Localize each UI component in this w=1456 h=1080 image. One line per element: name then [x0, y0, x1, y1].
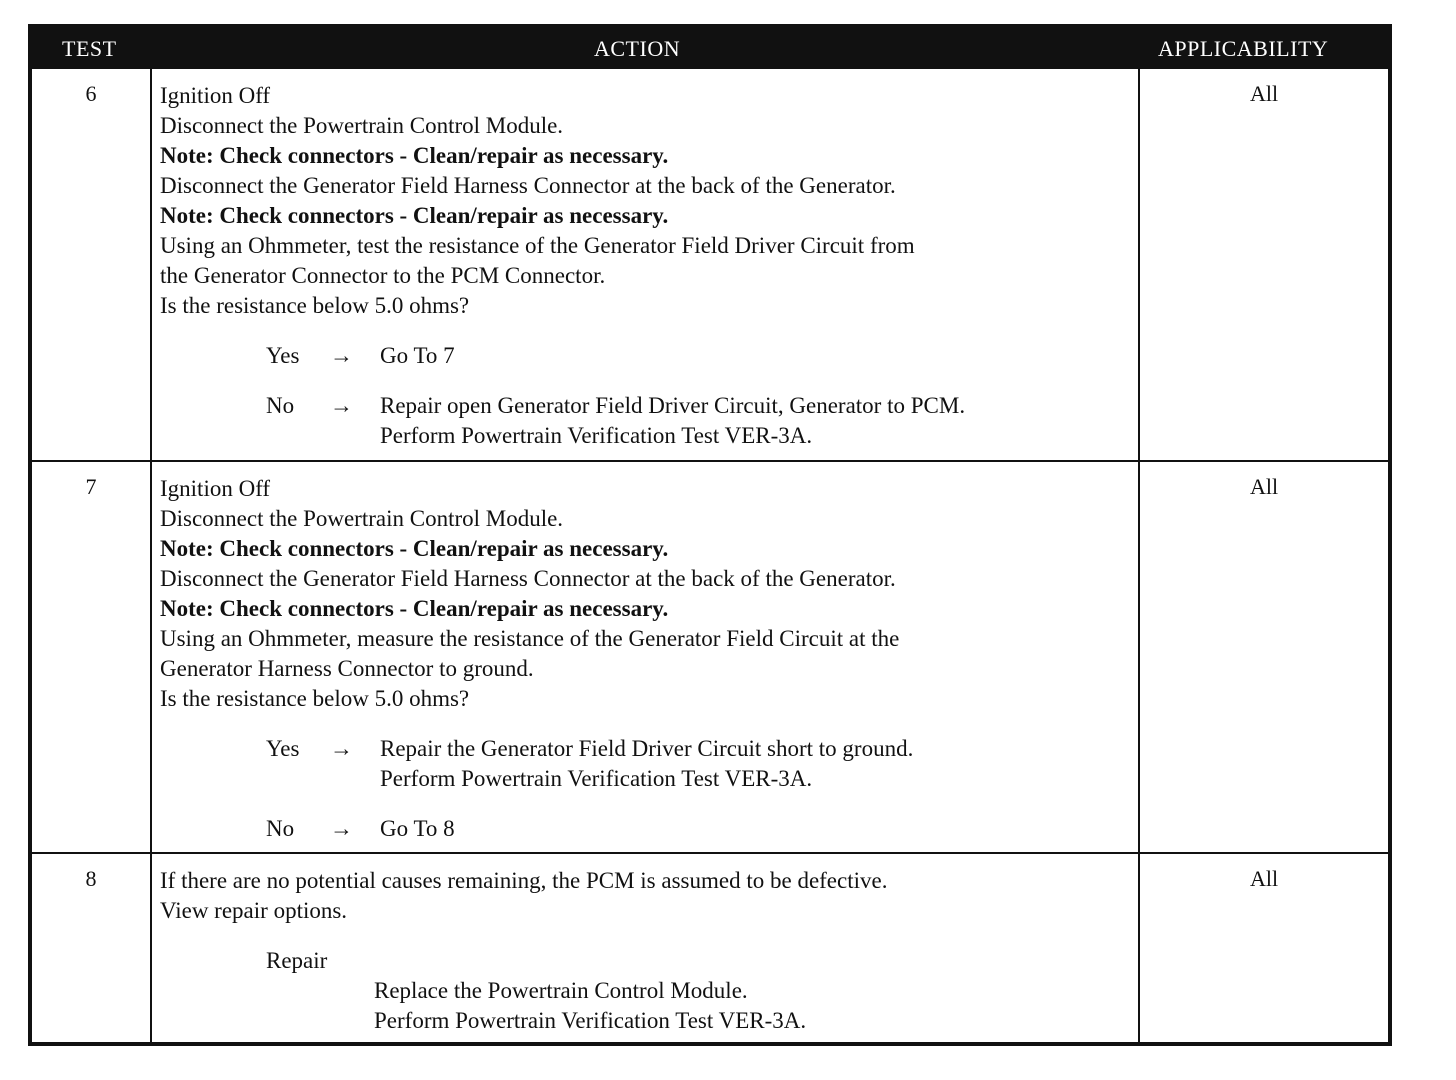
arrow-icon: →	[330, 393, 353, 418]
arrow-icon: →	[330, 343, 353, 368]
note-line: Note: Check connectors - Clean/repair as necessary.	[160, 596, 669, 621]
header-action: ACTION	[594, 36, 681, 61]
no-action: Go To 8	[380, 816, 455, 841]
note-line: Note: Check connectors - Clean/repair as necessary.	[160, 203, 669, 228]
action-line: Disconnect the Powertrain Control Module.	[160, 113, 564, 138]
table-row-test-8	[32, 854, 1388, 1042]
no-label: No	[266, 393, 295, 418]
yes-response	[160, 734, 1138, 764]
action-cell	[160, 866, 1138, 1036]
yes-response	[160, 341, 1138, 371]
action-line: the Generator Connector to the PCM Connector.	[160, 263, 606, 288]
yes-response-cont	[160, 764, 1138, 794]
action-line: Using an Ohmmeter, test the resistance of the Generator Field Driver Circuit from	[160, 233, 915, 258]
repair-step: Replace the Powertrain Control Module.	[374, 978, 748, 1003]
no-response	[160, 391, 1138, 421]
no-response	[160, 814, 1138, 844]
question-line: Is the resistance below 5.0 ohms?	[160, 686, 470, 711]
question-line: Is the resistance below 5.0 ohms?	[160, 293, 470, 318]
repair-label: Repair	[266, 948, 328, 973]
repair-step: Perform Powertrain Verification Test VER-3A.	[374, 1008, 807, 1033]
action-line: Disconnect the Powertrain Control Module.	[160, 506, 564, 531]
table-row-test-6	[32, 69, 1388, 462]
no-label: No	[266, 816, 295, 841]
table-row-test-7	[32, 462, 1388, 854]
action-line: Ignition Off	[160, 83, 271, 108]
action-line: Using an Ohmmeter, measure the resistance of the Generator Field Circuit at the	[160, 626, 900, 651]
yes-action: Repair the Generator Field Driver Circuit short to ground.	[380, 736, 914, 761]
yes-action: Go To 7	[380, 343, 455, 368]
test-number: 8	[85, 866, 97, 891]
arrow-icon: →	[330, 736, 353, 761]
action-line: Generator Harness Connector to ground.	[160, 656, 534, 681]
applicability-value: All	[1249, 81, 1279, 106]
action-line: Disconnect the Generator Field Harness Connector at the back of the Generator.	[160, 173, 896, 198]
table-header	[32, 28, 1388, 69]
action-line: If there are no potential causes remaining, the PCM is assumed to be defective.	[160, 868, 888, 893]
note-line: Note: Check connectors - Clean/repair as necessary.	[160, 143, 669, 168]
no-response-cont	[160, 421, 1138, 451]
action-cell	[160, 81, 1138, 451]
applicability-value: All	[1249, 474, 1279, 499]
action-line: Ignition Off	[160, 476, 271, 501]
yes-label: Yes	[266, 736, 300, 761]
action-cell	[160, 474, 1138, 844]
no-action: Repair open Generator Field Driver Circuit, Generator to PCM.	[380, 393, 966, 418]
header-test: TEST	[62, 36, 117, 61]
header-applicability: APPLICABILITY	[1158, 36, 1329, 61]
note-line: Note: Check connectors - Clean/repair as necessary.	[160, 536, 669, 561]
yes-action-line2: Perform Powertrain Verification Test VER-3A.	[380, 766, 813, 791]
no-action-line2: Perform Powertrain Verification Test VER-3A.	[380, 423, 813, 448]
action-line: Disconnect the Generator Field Harness Connector at the back of the Generator.	[160, 566, 896, 591]
applicability-value: All	[1249, 866, 1279, 891]
test-number: 7	[85, 474, 97, 499]
diagnostic-test-table	[28, 24, 1392, 1046]
action-line: View repair options.	[160, 898, 348, 923]
arrow-icon: →	[330, 816, 353, 841]
test-number: 6	[85, 81, 97, 106]
yes-label: Yes	[266, 343, 300, 368]
